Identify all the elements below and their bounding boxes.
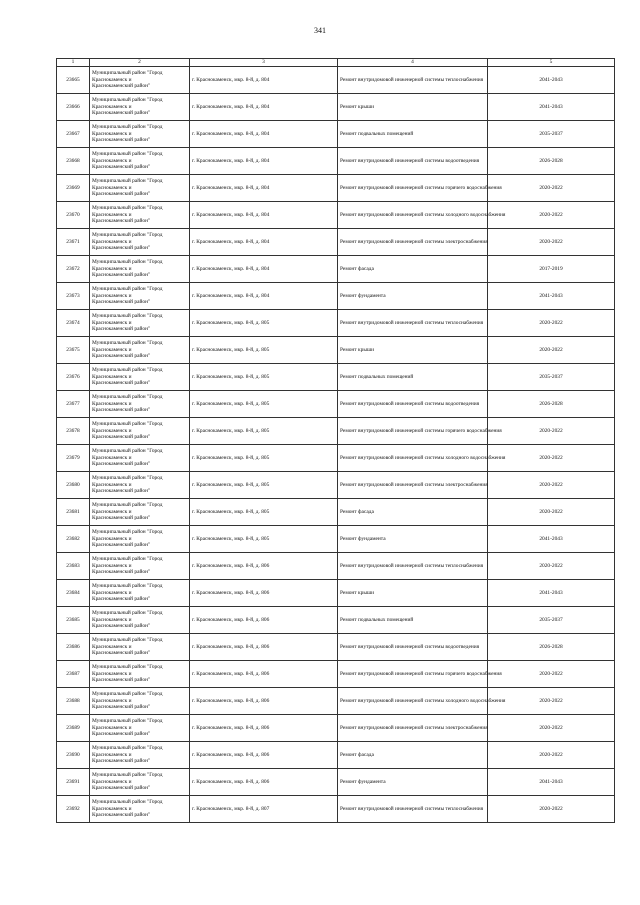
municipality-line: Муниципальный район "Город [92, 204, 163, 211]
period-cell: 2020-2022 [488, 472, 615, 499]
work-type-cell: Ремонт крыши [338, 580, 488, 607]
work-type-cell: Ремонт крыши [338, 337, 488, 364]
work-type-cell: Ремонт внутридомовой инженерной системы теплоснабжения [338, 67, 488, 94]
municipality-line: Краснокаменский район" [92, 434, 151, 441]
period-cell: 2026-2028 [488, 391, 615, 418]
municipality-line: Муниципальный район "Город [92, 177, 163, 184]
table-row [57, 256, 615, 283]
municipality-line: Краснокаменский район" [92, 326, 151, 333]
municipality-line: Краснокаменск и [92, 589, 132, 596]
municipality-line: Муниципальный район "Город [92, 69, 163, 76]
table-row [57, 364, 615, 391]
work-type-cell: Ремонт внутридомовой инженерной системы холодного водоснабжения [338, 688, 488, 715]
record-number: 23692 [57, 796, 90, 823]
work-type-cell: Ремонт внутридомовой инженерной системы электроснабжения [338, 229, 488, 256]
work-type-cell: Ремонт внутридомовой инженерной системы холодного водоснабжения [338, 445, 488, 472]
municipality-line: Краснокаменск и [92, 751, 132, 758]
period-cell: 2020-2022 [488, 742, 615, 769]
municipality-line: Муниципальный район "Город [92, 420, 163, 427]
period-cell: 2041-2043 [488, 283, 615, 310]
municipality-cell [90, 553, 190, 580]
column-header: 1 [57, 59, 90, 67]
work-type-cell: Ремонт внутридомовой инженерной системы теплоснабжения [338, 310, 488, 337]
address-cell: г. Краснокаменск, мкр. 8-й, д. 805 [190, 364, 338, 391]
municipality-line: Краснокаменск и [92, 427, 132, 434]
municipality-line: Краснокаменский район" [92, 272, 151, 279]
address-cell: г. Краснокаменск, мкр. 8-й, д. 807 [190, 796, 338, 823]
period-cell: 2035-2037 [488, 607, 615, 634]
work-type-cell: Ремонт внутридомовой инженерной системы водоотведения [338, 391, 488, 418]
table-row [57, 769, 615, 796]
municipality-line: Краснокаменский район" [92, 569, 151, 576]
record-number: 23678 [57, 418, 90, 445]
municipality-cell [90, 391, 190, 418]
record-number: 23685 [57, 607, 90, 634]
address-cell: г. Краснокаменск, мкр. 8-й, д. 804 [190, 175, 338, 202]
work-type-cell: Ремонт внутридомовой инженерной системы горячего водоснабжения [338, 661, 488, 688]
period-cell: 2020-2022 [488, 661, 615, 688]
municipality-line: Краснокаменск и [92, 724, 132, 731]
period-cell: 2020-2022 [488, 715, 615, 742]
column-header: 5 [488, 59, 615, 67]
record-number: 23677 [57, 391, 90, 418]
municipality-line: Муниципальный район "Город [92, 663, 163, 670]
table-row [57, 499, 615, 526]
work-type-cell: Ремонт внутридомовой инженерной системы холодного водоснабжения [338, 202, 488, 229]
table-row [57, 472, 615, 499]
municipality-cell [90, 364, 190, 391]
municipality-cell [90, 94, 190, 121]
record-number: 23684 [57, 580, 90, 607]
municipality-line: Краснокаменский район" [92, 731, 151, 738]
table-row [57, 634, 615, 661]
table-row [57, 553, 615, 580]
record-number: 23672 [57, 256, 90, 283]
table-row [57, 742, 615, 769]
municipality-line: Муниципальный район "Город [92, 366, 163, 373]
municipality-line: Муниципальный район "Город [92, 447, 163, 454]
municipality-line: Муниципальный район "Город [92, 528, 163, 535]
table-row [57, 445, 615, 472]
address-cell: г. Краснокаменск, мкр. 8-й, д. 804 [190, 283, 338, 310]
address-cell: г. Краснокаменск, мкр. 8-й, д. 806 [190, 661, 338, 688]
municipality-cell [90, 445, 190, 472]
municipality-line: Муниципальный район "Город [92, 285, 163, 292]
municipality-line: Краснокаменск и [92, 535, 132, 542]
address-cell: г. Краснокаменск, мкр. 8-й, д. 806 [190, 634, 338, 661]
record-number: 23680 [57, 472, 90, 499]
municipality-line: Краснокаменск и [92, 157, 132, 164]
column-header: 4 [338, 59, 488, 67]
record-number: 23681 [57, 499, 90, 526]
table-row [57, 715, 615, 742]
address-cell: г. Краснокаменск, мкр. 8-й, д. 805 [190, 499, 338, 526]
municipality-line: Краснокаменский район" [92, 704, 151, 711]
municipality-line: Краснокаменск и [92, 184, 132, 191]
column-header: 2 [90, 59, 190, 67]
address-cell: г. Краснокаменск, мкр. 8-й, д. 806 [190, 553, 338, 580]
table-header [57, 59, 615, 67]
period-cell: 2041-2043 [488, 769, 615, 796]
period-cell: 2035-2037 [488, 121, 615, 148]
municipality-cell [90, 742, 190, 769]
municipality-line: Краснокаменский район" [92, 353, 151, 360]
address-cell: г. Краснокаменск, мкр. 8-й, д. 804 [190, 148, 338, 175]
municipality-cell [90, 175, 190, 202]
work-type-cell: Ремонт внутридомовой инженерной системы горячего водоснабжения [338, 175, 488, 202]
municipality-cell [90, 148, 190, 175]
table-row [57, 94, 615, 121]
record-number: 23673 [57, 283, 90, 310]
municipality-line: Краснокаменск и [92, 481, 132, 488]
period-cell: 2026-2028 [488, 148, 615, 175]
table-row [57, 580, 615, 607]
table-row [57, 607, 615, 634]
period-cell: 2041-2043 [488, 67, 615, 94]
table-row [57, 661, 615, 688]
municipality-line: Муниципальный район "Город [92, 339, 163, 346]
period-cell: 2020-2022 [488, 796, 615, 823]
municipality-line: Краснокаменск и [92, 265, 132, 272]
municipality-line: Краснокаменский район" [92, 488, 151, 495]
municipality-line: Краснокаменский район" [92, 785, 151, 792]
address-cell: г. Краснокаменск, мкр. 8-й, д. 806 [190, 688, 338, 715]
period-cell: 2020-2022 [488, 553, 615, 580]
municipality-line: Краснокаменский район" [92, 596, 151, 603]
record-number: 23689 [57, 715, 90, 742]
municipality-line: Краснокаменск и [92, 238, 132, 245]
municipality-cell [90, 634, 190, 661]
municipality-line: Муниципальный район "Город [92, 555, 163, 562]
address-cell: г. Краснокаменск, мкр. 8-й, д. 806 [190, 742, 338, 769]
work-type-cell: Ремонт фундамента [338, 769, 488, 796]
record-number: 23688 [57, 688, 90, 715]
address-cell: г. Краснокаменск, мкр. 8-й, д. 805 [190, 337, 338, 364]
record-number: 23691 [57, 769, 90, 796]
municipality-cell [90, 796, 190, 823]
municipality-line: Краснокаменск и [92, 211, 132, 218]
work-type-cell: Ремонт внутридомовой инженерной системы теплоснабжения [338, 796, 488, 823]
record-number: 23667 [57, 121, 90, 148]
record-number: 23670 [57, 202, 90, 229]
municipality-line: Краснокаменский район" [92, 380, 151, 387]
municipality-line: Муниципальный район "Город [92, 231, 163, 238]
municipality-cell [90, 202, 190, 229]
municipality-line: Муниципальный район "Город [92, 393, 163, 400]
address-cell: г. Краснокаменск, мкр. 8-й, д. 804 [190, 256, 338, 283]
municipality-cell [90, 337, 190, 364]
municipality-line: Краснокаменск и [92, 805, 132, 812]
period-cell: 2020-2022 [488, 202, 615, 229]
period-cell: 2026-2028 [488, 634, 615, 661]
municipality-cell [90, 229, 190, 256]
period-cell: 2041-2043 [488, 526, 615, 553]
municipality-line: Краснокаменск и [92, 400, 132, 407]
address-cell: г. Краснокаменск, мкр. 8-й, д. 805 [190, 526, 338, 553]
municipality-cell [90, 715, 190, 742]
record-number: 23669 [57, 175, 90, 202]
period-cell: 2020-2022 [488, 175, 615, 202]
table-row [57, 121, 615, 148]
period-cell: 2020-2022 [488, 229, 615, 256]
work-type-cell: Ремонт внутридомовой инженерной системы водоотведения [338, 148, 488, 175]
address-cell: г. Краснокаменск, мкр. 8-й, д. 806 [190, 607, 338, 634]
municipality-cell [90, 769, 190, 796]
municipality-line: Краснокаменск и [92, 130, 132, 137]
record-number: 23690 [57, 742, 90, 769]
work-type-cell: Ремонт фасада [338, 256, 488, 283]
address-cell: г. Краснокаменск, мкр. 8-й, д. 805 [190, 445, 338, 472]
municipality-line: Краснокаменск и [92, 697, 132, 704]
municipality-line: Муниципальный район "Город [92, 123, 163, 130]
table-row [57, 283, 615, 310]
address-cell: г. Краснокаменск, мкр. 8-й, д. 805 [190, 418, 338, 445]
work-type-cell: Ремонт внутридомовой инженерной системы электроснабжения [338, 715, 488, 742]
table-row [57, 67, 615, 94]
work-type-cell: Ремонт подвальных помещений [338, 364, 488, 391]
municipality-cell [90, 283, 190, 310]
municipality-cell [90, 67, 190, 94]
address-cell: г. Краснокаменск, мкр. 8-й, д. 806 [190, 715, 338, 742]
table-row [57, 391, 615, 418]
record-number: 23676 [57, 364, 90, 391]
municipality-cell [90, 472, 190, 499]
work-type-cell: Ремонт фасада [338, 742, 488, 769]
municipality-cell [90, 661, 190, 688]
record-number: 23679 [57, 445, 90, 472]
work-type-cell: Ремонт фундамента [338, 283, 488, 310]
municipality-line: Краснокаменск и [92, 670, 132, 677]
municipality-line: Краснокаменск и [92, 616, 132, 623]
municipality-line: Краснокаменский район" [92, 650, 151, 657]
period-cell: 2020-2022 [488, 337, 615, 364]
municipality-line: Муниципальный район "Город [92, 258, 163, 265]
address-cell: г. Краснокаменск, мкр. 8-й, д. 805 [190, 472, 338, 499]
work-type-cell: Ремонт крыши [338, 94, 488, 121]
address-cell: г. Краснокаменск, мкр. 8-й, д. 806 [190, 580, 338, 607]
repair-schedule-table [56, 58, 615, 823]
record-number: 23668 [57, 148, 90, 175]
municipality-line: Краснокаменский район" [92, 515, 151, 522]
municipality-line: Муниципальный район "Город [92, 501, 163, 508]
work-type-cell: Ремонт подвальных помещений [338, 121, 488, 148]
municipality-line: Краснокаменск и [92, 454, 132, 461]
period-cell: 2041-2043 [488, 580, 615, 607]
municipality-cell [90, 256, 190, 283]
municipality-line: Муниципальный район "Город [92, 582, 163, 589]
table-row [57, 418, 615, 445]
column-header: 3 [190, 59, 338, 67]
work-type-cell: Ремонт подвальных помещений [338, 607, 488, 634]
municipality-line: Краснокаменский район" [92, 218, 151, 225]
record-number: 23665 [57, 67, 90, 94]
record-number: 23671 [57, 229, 90, 256]
work-type-cell: Ремонт внутридомовой инженерной системы электроснабжения [338, 472, 488, 499]
municipality-line: Краснокаменск и [92, 562, 132, 569]
period-cell: 2020-2022 [488, 310, 615, 337]
work-type-cell: Ремонт фасада [338, 499, 488, 526]
table-row [57, 148, 615, 175]
header-row [57, 59, 615, 67]
record-number: 23675 [57, 337, 90, 364]
municipality-line: Муниципальный район "Город [92, 744, 163, 751]
period-cell: 2020-2022 [488, 499, 615, 526]
address-cell: г. Краснокаменск, мкр. 8-й, д. 804 [190, 67, 338, 94]
municipality-line: Краснокаменск и [92, 508, 132, 515]
municipality-line: Краснокаменск и [92, 292, 132, 299]
period-cell: 2041-2043 [488, 94, 615, 121]
record-number: 23666 [57, 94, 90, 121]
municipality-cell [90, 499, 190, 526]
municipality-line: Муниципальный район "Город [92, 717, 163, 724]
municipality-line: Муниципальный район "Город [92, 636, 163, 643]
municipality-line: Муниципальный район "Город [92, 96, 163, 103]
period-cell: 2017-2019 [488, 256, 615, 283]
municipality-line: Муниципальный район "Город [92, 690, 163, 697]
municipality-line: Краснокаменск и [92, 778, 132, 785]
work-type-cell: Ремонт внутридомовой инженерной системы теплоснабжения [338, 553, 488, 580]
municipality-line: Краснокаменский район" [92, 407, 151, 414]
period-cell: 2020-2022 [488, 418, 615, 445]
municipality-line: Краснокаменский район" [92, 677, 151, 684]
table-row [57, 310, 615, 337]
municipality-line: Краснокаменск и [92, 346, 132, 353]
municipality-line: Муниципальный район "Город [92, 474, 163, 481]
address-cell: г. Краснокаменск, мкр. 8-й, д. 804 [190, 94, 338, 121]
address-cell: г. Краснокаменск, мкр. 8-й, д. 804 [190, 202, 338, 229]
work-type-cell: Ремонт фундамента [338, 526, 488, 553]
municipality-line: Муниципальный район "Город [92, 609, 163, 616]
record-number: 23686 [57, 634, 90, 661]
municipality-line: Краснокаменский район" [92, 758, 151, 765]
address-cell: г. Краснокаменск, мкр. 8-й, д. 804 [190, 229, 338, 256]
municipality-cell [90, 607, 190, 634]
address-cell: г. Краснокаменск, мкр. 8-й, д. 805 [190, 310, 338, 337]
municipality-line: Краснокаменск и [92, 643, 132, 650]
table-row [57, 202, 615, 229]
municipality-line: Краснокаменский район" [92, 299, 151, 306]
municipality-line: Муниципальный район "Город [92, 312, 163, 319]
address-cell: г. Краснокаменск, мкр. 8-й, д. 806 [190, 769, 338, 796]
record-number: 23682 [57, 526, 90, 553]
address-cell: г. Краснокаменск, мкр. 8-й, д. 805 [190, 391, 338, 418]
municipality-line: Муниципальный район "Город [92, 150, 163, 157]
record-number: 23687 [57, 661, 90, 688]
page-number: 341 [314, 26, 326, 35]
municipality-cell [90, 526, 190, 553]
municipality-line: Краснокаменск и [92, 319, 132, 326]
table-row [57, 526, 615, 553]
municipality-cell [90, 310, 190, 337]
table-row [57, 796, 615, 823]
period-cell: 2035-2037 [488, 364, 615, 391]
municipality-cell [90, 121, 190, 148]
table-row [57, 337, 615, 364]
municipality-line: Краснокаменский район" [92, 461, 151, 468]
municipality-cell [90, 688, 190, 715]
municipality-cell [90, 418, 190, 445]
table-row [57, 688, 615, 715]
address-cell: г. Краснокаменск, мкр. 8-й, д. 804 [190, 121, 338, 148]
municipality-line: Краснокаменский район" [92, 110, 151, 117]
municipality-line: Краснокаменский район" [92, 191, 151, 198]
municipality-line: Краснокаменский район" [92, 83, 151, 90]
municipality-line: Муниципальный район "Город [92, 771, 163, 778]
municipality-line: Краснокаменск и [92, 373, 132, 380]
work-type-cell: Ремонт внутридомовой инженерной системы горячего водоснабжения [338, 418, 488, 445]
municipality-line: Краснокаменский район" [92, 137, 151, 144]
table-row [57, 175, 615, 202]
work-type-cell: Ремонт внутридомовой инженерной системы водоотведения [338, 634, 488, 661]
municipality-line: Краснокаменский район" [92, 812, 151, 819]
record-number: 23683 [57, 553, 90, 580]
municipality-line: Муниципальный район "Город [92, 798, 163, 805]
municipality-line: Краснокаменск и [92, 76, 132, 83]
table-row [57, 229, 615, 256]
municipality-line: Краснокаменский район" [92, 245, 151, 252]
period-cell: 2020-2022 [488, 445, 615, 472]
table-body [57, 67, 615, 823]
municipality-line: Краснокаменский район" [92, 623, 151, 630]
municipality-line: Краснокаменский район" [92, 164, 151, 171]
municipality-cell [90, 580, 190, 607]
period-cell: 2020-2022 [488, 688, 615, 715]
record-number: 23674 [57, 310, 90, 337]
municipality-line: Краснокаменский район" [92, 542, 151, 549]
municipality-line: Краснокаменск и [92, 103, 132, 110]
